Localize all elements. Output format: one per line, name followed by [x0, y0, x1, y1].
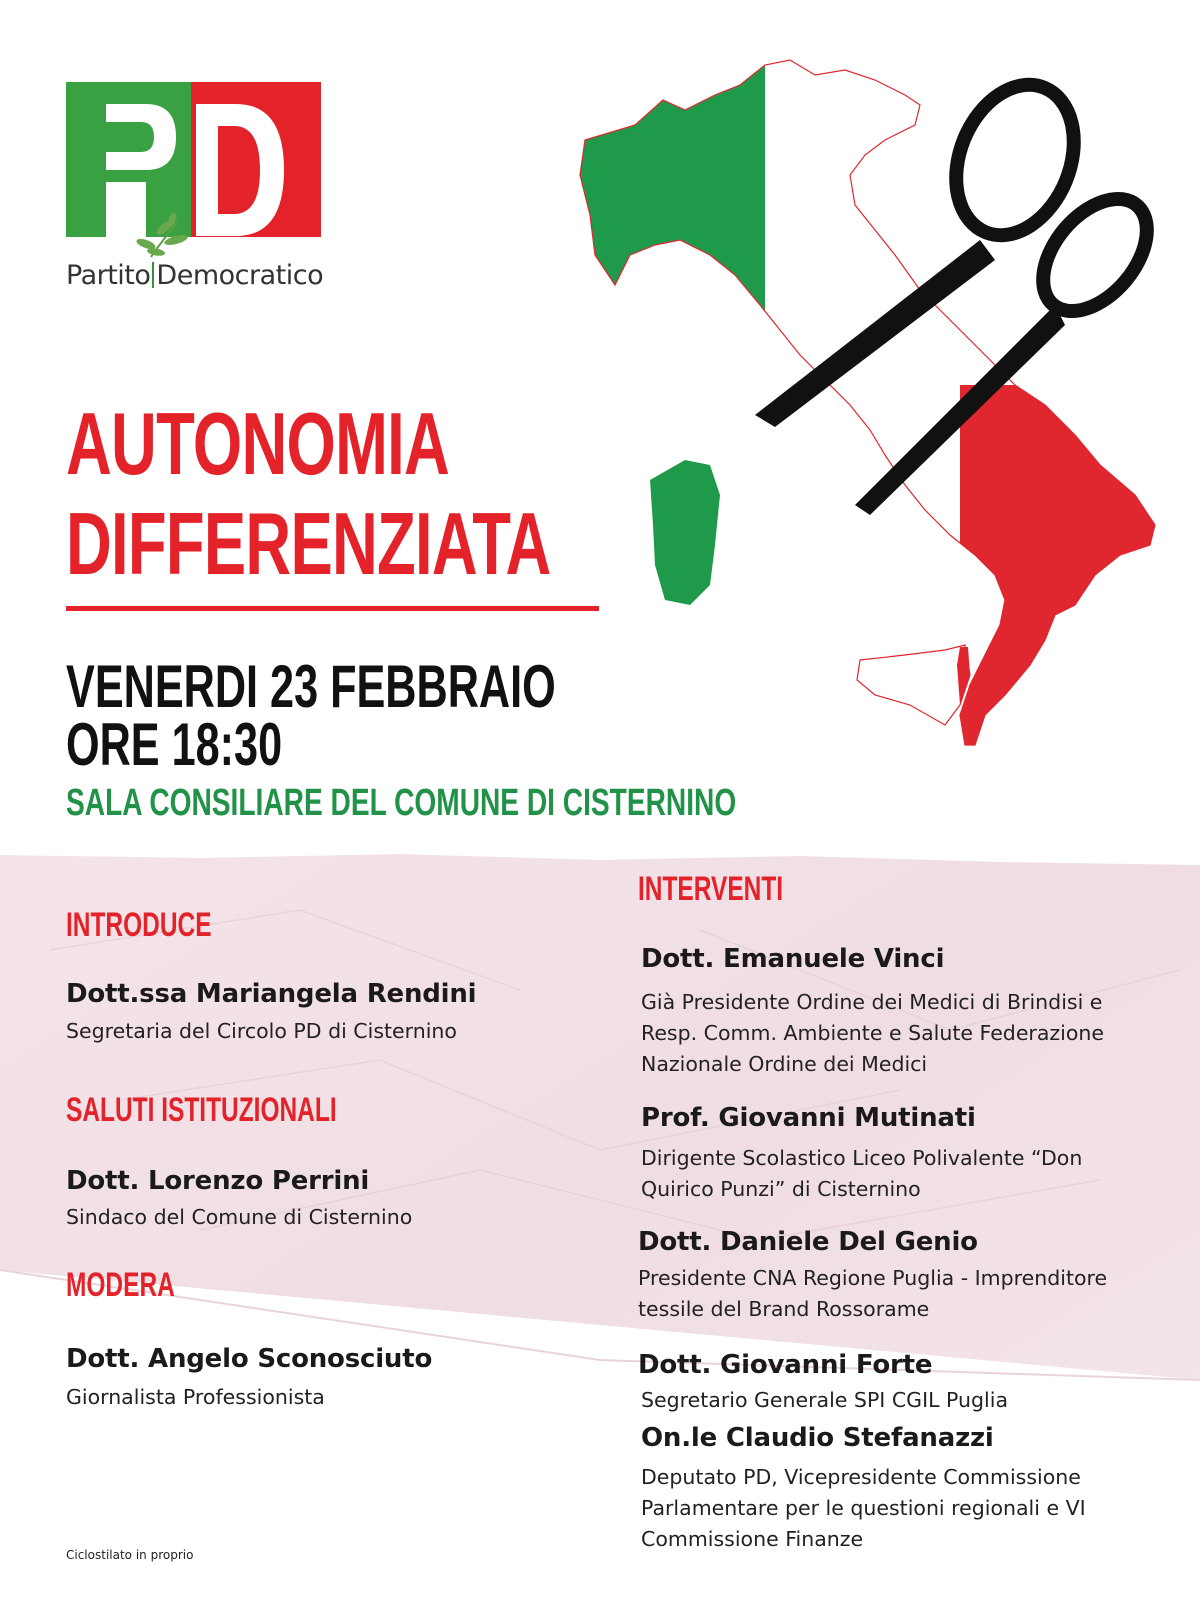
speaker-5-role: Deputato PD, Vicepresidente Commissione Parlamentare per le questioni regionali e VI Commissione Finanze — [641, 1465, 1086, 1551]
speaker-4-role: Segretario Generale SPI CGIL Puglia — [641, 1388, 1009, 1412]
headline-line1: AUTONOMIA — [66, 394, 450, 493]
speaker-2-name: Prof. Giovanni Mutinati — [641, 1103, 976, 1133]
modera-label: MODERA — [66, 1266, 175, 1304]
introduce-name: Dott.ssa Mariangela Rendini — [66, 979, 477, 1009]
event-date: VENERDI 23 FEBBRAIO — [66, 653, 556, 720]
party-name-word1: Partito — [66, 260, 151, 291]
modera-role: Giornalista Professionista — [66, 1385, 325, 1409]
modera-name: Dott. Angelo Sconosciuto — [66, 1344, 433, 1374]
pd-logo — [66, 82, 336, 302]
event-venue: SALA CONSILIARE DEL COMUNE DI CISTERNINO — [66, 782, 737, 824]
sicily-shape — [857, 645, 970, 725]
saluti-name: Dott. Lorenzo Perrini — [66, 1166, 370, 1196]
footer-note: Ciclostilato in proprio — [66, 1548, 194, 1562]
party-name — [66, 260, 323, 291]
speaker-3-role: Presidente CNA Regione Puglia - Imprenditore tessile del Brand Rossorame — [638, 1266, 1108, 1321]
saluti-role: Sindaco del Comune di Cisternino — [66, 1205, 413, 1229]
pd-logo-mark — [66, 82, 336, 282]
interventi-label: INTERVENTI — [638, 870, 784, 908]
sardinia-shape — [650, 460, 720, 605]
event-time: ORE 18:30 — [66, 711, 283, 778]
speaker-3-name: Dott. Daniele Del Genio — [638, 1227, 978, 1257]
headline-line2: DIFFERENZIATA — [66, 494, 551, 593]
introduce-role: Segretaria del Circolo PD di Cisternino — [66, 1019, 457, 1043]
introduce-label: INTRODUCE — [66, 906, 212, 944]
speaker-5-name: On.le Claudio Stefanazzi — [641, 1423, 994, 1453]
italy-map-scissors-illustration — [575, 55, 1175, 765]
speaker-1-name: Dott. Emanuele Vinci — [641, 944, 945, 974]
speaker-4-name: Dott. Giovanni Forte — [638, 1350, 933, 1380]
saluti-label: SALUTI ISTITUZIONALI — [66, 1091, 337, 1129]
headline-underline — [66, 606, 599, 611]
speaker-2-role: Dirigente Scolastico Liceo Polivalente “Don Quirico Punzi” di Cisternino — [641, 1146, 1083, 1201]
speaker-1-role: Già Presidente Ordine dei Medici di Brindisi e Resp. Comm. Ambiente e Salute Federazione Nazionale Ordine dei Medici — [641, 990, 1105, 1076]
party-name-word2: Democratico — [156, 260, 324, 291]
